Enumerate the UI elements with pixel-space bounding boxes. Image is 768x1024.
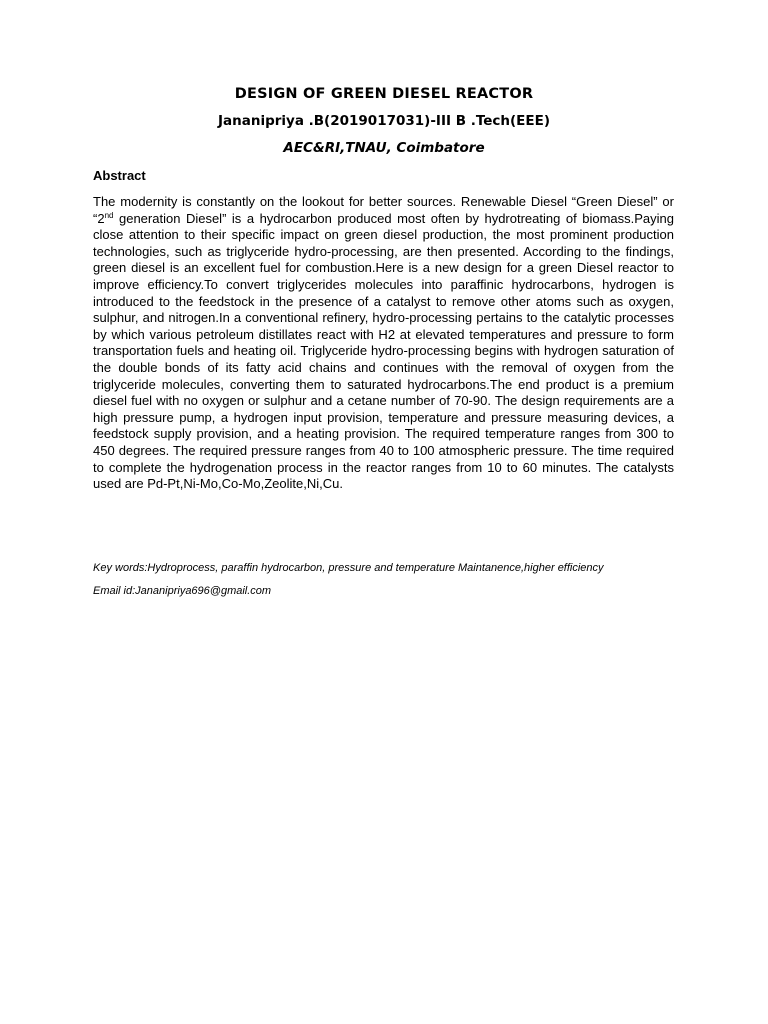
- abstract-superscript: nd: [104, 210, 114, 220]
- email-line: Email id:Jananipriya696@gmail.com: [93, 585, 272, 597]
- paper-title: DESIGN OF GREEN DIESEL REACTOR: [234, 86, 534, 102]
- abstract-heading: Abstract: [93, 168, 146, 183]
- keywords-line: Key words:Hydroprocess, paraffin hydrocarbon, pressure and temperature Maintanence,higher efficiency: [93, 562, 604, 574]
- paper-author: Jananipriya .B(2019017031)-III B .Tech(EEE): [217, 113, 551, 129]
- abstract-text-part2: generation Diesel” is a hydrocarbon produced most often by hydrotreating of biomass.Paying close attention to their specific impact on green diesel production, the most prominent production technologies, such as triglyceride hydro-processing, are then presented. According to the findings, green diesel is an excellent fuel for combustion.Here is a new design for a green Diesel reactor to improve efficiency.To convert triglycerides molecules into paraffinic hydrocarbons, hydrogen is introduced to the feedstock in the presence of a catalyst to remove other atoms such as oxygen, sulphur, and nitrogen.In a conventional refinery, hydro-processing pertains to the catalytic processes by which various petroleum distillates react with H2 at elevated temperatures and pressure to form transportation fuels and heating oil. Triglyceride hydro-processing begins with hydrogen saturation of the double bonds of its fatty acid chains and continues with the removal of oxygen from the triglyceride molecules, converting them to saturated hydrocarbons.The end product is a premium diesel fuel with no oxygen or sulphur and a cetane number of 70-90. The design requirements are a high pressure pump, a hydrogen input provision, temperature and pressure measuring devices, a feedstock supply provision, and a heating provision. The required temperature ranges from 300 to 450 degrees. The required pressure ranges from 40 to 100 atmospheric pressure. The time required to complete the hydrogenation process in the reactor ranges from 10 to 60 minutes. The catalysts used are Pd-Pt,Ni-Mo,Co-Mo,Zeolite,Ni,Cu.: [93, 210, 674, 492]
- abstract-text-part1: The modernity is constantly on the lookout for better sources. Renewable Diesel “Green Diesel” or “2: [93, 194, 674, 226]
- abstract-body: [93, 194, 674, 493]
- paper-affiliation: AEC&RI,TNAU, Coimbatore: [283, 140, 485, 156]
